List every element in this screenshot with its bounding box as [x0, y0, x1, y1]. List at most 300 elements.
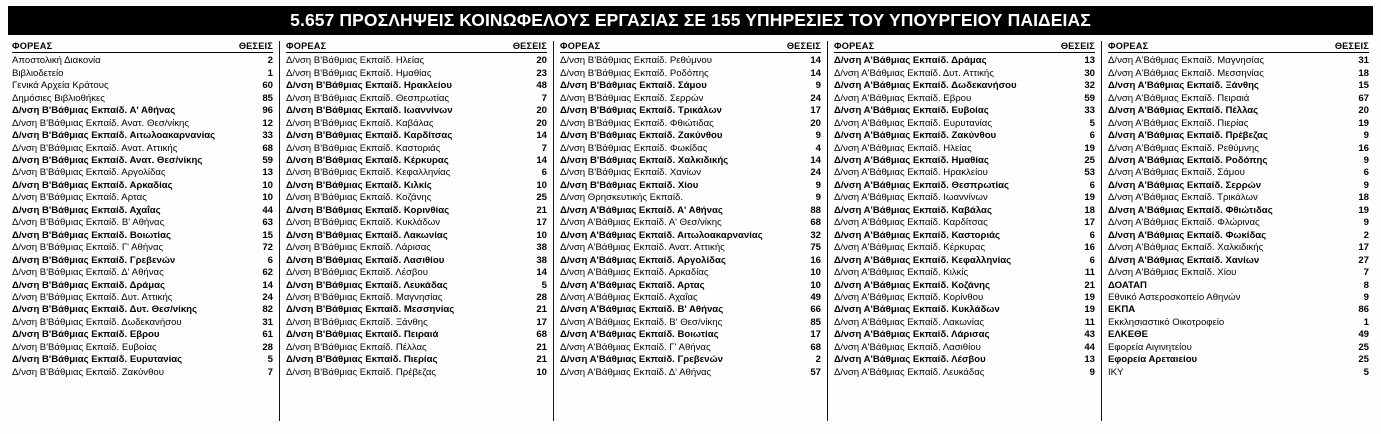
row-label: Δ/νση Β'Βάθμιας Εκπαίδ. Ξάνθης	[286, 316, 428, 328]
table-row	[12, 230, 273, 242]
row-value: 38	[536, 242, 547, 254]
row-label: Δ/νση Β'Βάθμιας Εκπαίδ. Καρδίτσας	[286, 130, 453, 142]
column-header	[834, 41, 1095, 53]
row-value: 68	[810, 341, 821, 353]
table-column-1	[6, 41, 280, 421]
row-label: Δ/νση Α'Βάθμιας Εκπαίδ. Κυκλάδων	[834, 304, 1000, 316]
table-row	[12, 292, 273, 304]
table-row	[1108, 205, 1369, 217]
row-value: 14	[536, 155, 547, 166]
table-row	[1108, 180, 1369, 192]
row-value: 86	[1358, 304, 1369, 316]
row-value: 96	[262, 105, 273, 117]
table-row	[1108, 354, 1369, 366]
row-label: Δ/νση Α'Βάθμιας Εκπαίδ. Πρέβεζας	[1108, 130, 1268, 142]
table-column-4	[828, 41, 1102, 421]
table-row	[1108, 155, 1369, 167]
row-label: Δ/νση Α'Βάθμιας Εκπαίδ. Α' Αθήνας	[560, 204, 723, 216]
row-value: 44	[262, 204, 273, 216]
table-row	[12, 55, 273, 67]
row-value: 5	[1363, 366, 1369, 378]
table-row	[286, 267, 547, 279]
row-value: 18	[1084, 204, 1095, 216]
row-label: Δ/νση Α'Βάθμιας Εκπαίδ. Ιωαννίνων	[834, 192, 988, 204]
row-label: Δ/νση Α'Βάθμιας Εκπαίδ. Ηρακλείου	[834, 167, 988, 179]
row-value: 75	[810, 242, 821, 254]
table-row	[560, 217, 821, 229]
row-label: Δ/νση Α'Βάθμιας Εκπαίδ. Κέρκυρας	[834, 242, 986, 254]
row-value: 44	[1084, 341, 1095, 353]
row-label: Δ/νση Α'Βάθμιας Εκπαίδ. Β' Θεσ/νίκης	[560, 316, 723, 328]
table-row	[286, 143, 547, 155]
row-label: ΕΛΚΕΘΕ	[1108, 329, 1148, 341]
row-value: 25	[1084, 155, 1095, 166]
row-value: 20	[536, 55, 547, 67]
row-value: 19	[1084, 142, 1095, 154]
row-label: Δ/νση Α'Βάθμιας Εκπαίδ. Γ' Αθήνας	[560, 341, 711, 353]
row-label: Δ/νση Β'Βάθμιας Εκπαίδ. Κοζάνης	[286, 192, 432, 204]
table-row	[1108, 280, 1369, 292]
table-row	[834, 304, 1095, 316]
row-label: Δ/νση Α'Βάθμιας Εκπαίδ. Λακωνίας	[834, 316, 984, 328]
row-label: Δ/νση Β'Βάθμιας Εκπαίδ. Ανατ. Θεσ/νίκης	[12, 155, 203, 166]
table-row	[1108, 192, 1369, 204]
row-value: 19	[1358, 117, 1369, 129]
table-row	[12, 255, 273, 267]
row-value: 8	[1363, 279, 1369, 291]
table-row	[560, 192, 821, 204]
row-label: Εφορεία Αιγινητείου	[1108, 341, 1192, 353]
row-label: Εθνικό Αστεροσκοπείο Αθηνών	[1108, 291, 1241, 303]
table-row	[1108, 55, 1369, 67]
row-value: 14	[810, 67, 821, 79]
table-row	[834, 342, 1095, 354]
table-row	[1108, 217, 1369, 229]
column-header-value: ΘΕΣΕΙΣ	[1334, 41, 1369, 52]
row-label: Δ/νση Α'Βάθμιας Εκπαίδ. Δυτ. Αττικής	[834, 67, 994, 79]
table-row	[12, 342, 273, 354]
row-value: 21	[536, 341, 547, 353]
table-row	[1108, 367, 1369, 379]
row-value: 9	[815, 80, 821, 92]
row-value: 9	[815, 192, 821, 204]
row-value: 48	[536, 80, 547, 92]
table-row	[560, 80, 821, 92]
table-row	[286, 130, 547, 142]
row-value: 85	[262, 92, 273, 104]
row-value: 21	[536, 204, 547, 216]
table-row	[834, 55, 1095, 67]
table-row	[1108, 93, 1369, 105]
row-value: 6	[1089, 229, 1095, 241]
table-row	[834, 93, 1095, 105]
table-row	[286, 192, 547, 204]
row-label: Δ/νση Α'Βάθμιας Εκπαίδ. Δράμας	[834, 55, 987, 67]
row-value: 59	[1084, 92, 1095, 104]
table-row	[560, 180, 821, 192]
row-value: 2	[267, 55, 273, 67]
row-label: Δ/νση Β'Βάθμιας Εκπαίδ. Θεσπρωτίας	[286, 92, 450, 104]
row-label: Δ/νση Β'Βάθμιας Εκπαίδ. Φθιώτιδας	[560, 117, 714, 129]
row-value: 6	[1363, 167, 1369, 179]
row-value: 25	[1358, 354, 1369, 366]
row-label: Δ/νση Β'Βάθμιας Εκπαίδ. Πειραιά	[286, 329, 439, 341]
table-row	[286, 230, 547, 242]
row-value: 21	[536, 354, 547, 366]
row-value: 17	[1358, 242, 1369, 254]
table-row	[1108, 167, 1369, 179]
row-label: Δ/νση Β'Βάθμιας Εκπαίδ. Ρεθύμνου	[560, 55, 712, 67]
row-value: 25	[536, 192, 547, 204]
row-value: 9	[1363, 217, 1369, 229]
row-label: Δ/νση Α'Βάθμιας Εκπαίδ. Α' Θεσ/νίκης	[560, 217, 722, 229]
row-value: 62	[262, 267, 273, 279]
table-row	[286, 342, 547, 354]
table-row	[12, 155, 273, 167]
table-row	[12, 130, 273, 142]
table-row	[12, 267, 273, 279]
row-label: Δ/νση Α'Βάθμιας Εκπαίδ. Ζακύνθου	[834, 130, 997, 142]
table-row	[12, 143, 273, 155]
row-label: Δ/νση Β'Βάθμιας Εκπαίδ. Ανατ. Αττικής	[12, 142, 178, 154]
table-row	[560, 130, 821, 142]
table-row	[560, 93, 821, 105]
row-value: 38	[536, 254, 547, 266]
row-value: 9	[815, 179, 821, 191]
row-value: 6	[1089, 254, 1095, 266]
table-row	[560, 367, 821, 379]
row-value: 53	[1084, 167, 1095, 179]
row-value: 1	[1363, 316, 1369, 328]
row-value: 2	[1363, 229, 1369, 241]
row-label: Δ/νση Α'Βάθμιας Εκπαίδ. Χανίων	[1108, 254, 1260, 266]
table-row	[12, 354, 273, 366]
row-label: Δ/νση Α'Βάθμιας Εκπαίδ. Β' Αθήνας	[560, 304, 724, 316]
row-label: Δ/νση Α'Βάθμιας Εκπαίδ. Γρεβενών	[560, 354, 723, 366]
row-label: Δ/νση Β'Βάθμιας Εκπαίδ. Λάρισας	[286, 242, 431, 254]
table-row	[12, 304, 273, 316]
table-row	[286, 167, 547, 179]
table-row	[560, 205, 821, 217]
row-label: Δ/νση Β'Βάθμιας Εκπαίδ. Ευβοίας	[12, 341, 157, 353]
table-row	[834, 205, 1095, 217]
row-label: Δ/νση Β'Βάθμιας Εκπαίδ. Καστοριάς	[286, 142, 441, 154]
table-row	[12, 93, 273, 105]
row-value: 82	[262, 304, 273, 316]
row-label: Δ/νση Β'Βάθμιας Εκπαίδ. Λευκάδας	[286, 279, 448, 291]
row-label: Δ/νση Β'Βάθμιας Εκπαίδ. Ζακύνθου	[12, 366, 164, 378]
table-row	[12, 317, 273, 329]
row-label: Δ/νση Β'Βάθμιας Εκπαίδ. Γ' Αθήνας	[12, 242, 164, 254]
row-label: Δ/νση Α'Βάθμιας Εκπαίδ. Αιτωλοακαρνανίας	[560, 229, 763, 241]
table-row	[1108, 304, 1369, 316]
row-label: Δ/νση Α'Βάθμιας Εκπαίδ. Σάμου	[1108, 167, 1245, 179]
row-value: 68	[536, 329, 547, 341]
table-row	[560, 242, 821, 254]
column-header-label: ΦΟΡΕΑΣ	[560, 41, 601, 52]
table-row	[834, 230, 1095, 242]
table-row	[286, 217, 547, 229]
table-row	[560, 342, 821, 354]
row-value: 19	[1084, 291, 1095, 303]
row-value: 12	[262, 117, 273, 129]
row-value: 31	[262, 316, 273, 328]
column-header-value: ΘΕΣΕΙΣ	[1060, 41, 1095, 52]
row-label: Δ/νση Β'Βάθμιας Εκπαίδ. Καβάλας	[286, 117, 434, 129]
row-label: Δ/νση Α'Βάθμιας Εκπαίδ. Καρδίτσας	[834, 217, 988, 229]
row-label: Δ/νση Β'Βάθμιας Εκπαίδ. Πέλλας	[286, 341, 427, 353]
row-label: Δ/νση Β'Βάθμιας Εκπαίδ. Πιερίας	[286, 354, 438, 366]
row-label: Δ/νση Α'Βάθμιας Εκπαίδ. Ημαθίας	[834, 155, 989, 166]
row-label: Δ/νση Α'Βάθμιας Εκπαίδ. Αργολίδας	[560, 254, 726, 266]
row-label: Δ/νση Α'Βάθμιας Εκπαίδ. Τρικάλων	[1108, 192, 1258, 204]
table-row	[1108, 329, 1369, 341]
table-row	[286, 255, 547, 267]
row-label: Δ/νση Α'Βάθμιας Εκπαίδ. Καστοριάς	[834, 229, 1001, 241]
table-row	[286, 205, 547, 217]
row-value: 49	[1358, 329, 1369, 341]
row-label: Δ/νση Β'Βάθμιας Εκπαίδ. Μεσσηνίας	[286, 304, 455, 316]
row-value: 85	[810, 316, 821, 328]
table-column-5	[1102, 41, 1375, 421]
row-value: 15	[262, 229, 273, 241]
table-row	[1108, 242, 1369, 254]
row-value: 28	[262, 341, 273, 353]
row-value: 32	[1084, 80, 1095, 92]
table-row	[560, 167, 821, 179]
row-value: 19	[1084, 192, 1095, 204]
row-value: 27	[1358, 254, 1369, 266]
table-row	[12, 217, 273, 229]
table-row	[560, 304, 821, 316]
row-label: Δ/νση Β'Βάθμιας Εκπαίδ. Δράμας	[12, 279, 165, 291]
column-header	[560, 41, 821, 53]
row-label: Δ/νση Β'Βάθμιας Εκπαίδ. Αχαΐας	[12, 204, 161, 216]
row-value: 32	[810, 229, 821, 241]
page-title: 5.657 ΠΡΟΣΛΗΨΕΙΣ ΚΟΙΝΩΦΕΛΟΥΣ ΕΡΓΑΣΙΑΣ ΣΕ 155 ΥΠΗΡΕΣΙΕΣ ΤΟΥ ΥΠΟΥΡΓΕΙΟΥ ΠΑΙΔΕΙΑΣ	[8, 6, 1373, 35]
row-label: Δ/νση Β'Βάθμιας Εκπαίδ. Χίου	[560, 179, 699, 191]
row-label: Δ/νση Α'Βάθμιας Εκπαίδ. Φωκίδας	[1108, 229, 1267, 241]
row-label: Δ/νση Β'Βάθμιας Εκπαίδ. Χανίων	[560, 167, 701, 179]
row-label: Δ/νση Α'Βάθμιας Εκπαίδ. Θεσπρωτίας	[834, 179, 1010, 191]
table-row	[834, 80, 1095, 92]
table-row	[834, 180, 1095, 192]
row-label: Εκκλησιαστικό Οικοτροφείο	[1108, 316, 1225, 328]
row-value: 19	[1358, 204, 1369, 216]
table-row	[834, 167, 1095, 179]
table-row	[560, 68, 821, 80]
row-value: 16	[1084, 242, 1095, 254]
table-row	[1108, 230, 1369, 242]
row-label: Δ/νση Α'Βάθμιας Εκπαίδ. Λέσβου	[834, 354, 986, 366]
row-value: 57	[810, 366, 821, 378]
row-value: 23	[536, 67, 547, 79]
row-value: 17	[810, 105, 821, 117]
column-header-label: ΦΟΡΕΑΣ	[12, 41, 53, 52]
row-label: Δ/νση Β'Βάθμιας Εκπαίδ. Λέσβου	[286, 267, 429, 279]
column-header	[1108, 41, 1369, 53]
row-label: Δ/νση Α'Βάθμιας Εκπαίδ. Χαλκιδικής	[1108, 242, 1264, 254]
row-label: Δ/νση Β'Βάθμιας Εκπαίδ. Γρεβενών	[12, 254, 176, 266]
row-value: 13	[262, 167, 273, 179]
row-label: Δ/νση Β'Βάθμιας Εκπαίδ. Αρκαδίας	[12, 179, 173, 191]
table-row	[286, 118, 547, 130]
table-row	[12, 329, 273, 341]
row-value: 14	[262, 279, 273, 291]
row-label: Δ/νση Β'Βάθμιας Εκπαίδ. Βοιωτίας	[12, 229, 171, 241]
row-label: Γενικά Αρχεία Κράτους	[12, 80, 109, 92]
table-column-3	[554, 41, 828, 421]
row-label: Δ/νση Β'Βάθμιας Εκπαίδ. Κορινθίας	[286, 204, 450, 216]
row-value: 14	[536, 267, 547, 279]
row-value: 10	[536, 366, 547, 378]
table-row	[560, 143, 821, 155]
row-value: 10	[262, 179, 273, 191]
row-label: Δ/νση Α'Βάθμιας Εκπαίδ. Φθιώτιδας	[1108, 204, 1273, 216]
row-label: Δ/νση Β'Βάθμιας Εκπαίδ. Ζακύνθου	[560, 130, 723, 142]
row-label: Δ/νση Β'Βάθμιας Εκπαίδ. Κέρκυρας	[286, 155, 449, 166]
table-row	[560, 280, 821, 292]
table-row	[12, 367, 273, 379]
row-label: Δ/νση Β'Βάθμιας Εκπαίδ. Λακωνίας	[286, 229, 448, 241]
row-label: Δ/νση Β'Βάθμιας Εκπαίδ. Μαγνησίας	[286, 291, 443, 303]
row-label: Δ/νση Β'Βάθμιας Εκπαίδ. Ημαθίας	[286, 67, 432, 79]
table-row	[1108, 292, 1369, 304]
row-label: Αποστολική Διακονία	[12, 55, 101, 67]
row-label: Δημόσιες Βιβλιοθήκες	[12, 92, 105, 104]
table-row	[560, 329, 821, 341]
row-value: 9	[1363, 291, 1369, 303]
row-value: 5	[541, 279, 547, 291]
row-value: 61	[262, 329, 273, 341]
row-value: 18	[1358, 192, 1369, 204]
table-row	[12, 167, 273, 179]
column-header-label: ΦΟΡΕΑΣ	[834, 41, 875, 52]
table-row	[286, 329, 547, 341]
row-label: Δ/νση Β'Βάθμιας Εκπαίδ. Δ' Αθήνας	[12, 267, 164, 279]
row-value: 88	[810, 204, 821, 216]
table-row	[12, 118, 273, 130]
row-value: 25	[1358, 341, 1369, 353]
table-row	[834, 105, 1095, 117]
row-value: 2	[815, 354, 821, 366]
row-value: 10	[536, 179, 547, 191]
row-label: Δ/νση Β'Βάθμιας Εκπαίδ. Αιτωλοακαρνανίας	[12, 130, 216, 142]
row-label: Δ/νση Α'Βάθμιας Εκπαίδ. Ανατ. Αττικής	[560, 242, 725, 254]
row-value: 72	[262, 242, 273, 254]
row-label: Δ/νση Α'Βάθμιας Εκπαίδ. Εβρου	[834, 92, 972, 104]
table-row	[286, 80, 547, 92]
row-value: 43	[1084, 329, 1095, 341]
row-value: 6	[541, 167, 547, 179]
row-value: 5	[1089, 117, 1095, 129]
row-label: Δ/νση Α'Βάθμιας Εκπαίδ. Κεφαλληνίας	[834, 254, 1012, 266]
row-label: Δ/νση Α'Βάθμιας Εκπαίδ. Δωδεκανήσου	[834, 80, 1017, 92]
row-value: 7	[541, 142, 547, 154]
row-label: Δ/νση Β'Βάθμιας Εκπαίδ. Κεφαλληνίας	[286, 167, 451, 179]
table-row	[286, 317, 547, 329]
row-label: Δ/νση Β'Βάθμιας Εκπαίδ. Ηλείας	[286, 55, 425, 67]
table-row	[834, 329, 1095, 341]
table-row	[12, 105, 273, 117]
row-value: 10	[536, 229, 547, 241]
row-label: Δ/νση Α'Βάθμιας Εκπαίδ. Ροδόπης	[1108, 155, 1268, 166]
table-row	[1108, 342, 1369, 354]
row-value: 6	[267, 254, 273, 266]
table-row	[286, 105, 547, 117]
row-label: Δ/νση Β'Βάθμιας Εκπαίδ. Β' Αθήνας	[12, 217, 165, 229]
row-label: Δ/νση Α'Βάθμιας Εκπαίδ. Ρεθύμνης	[1108, 142, 1259, 154]
row-value: 10	[810, 279, 821, 291]
table-row	[560, 354, 821, 366]
table-row	[834, 68, 1095, 80]
row-label: Εφορεία Αρεταιείου	[1108, 354, 1198, 366]
table-row	[286, 155, 547, 167]
table-row	[12, 80, 273, 92]
row-label: Δ/νση Β'Βάθμιας Εκπαίδ. Κυκλάδων	[286, 217, 441, 229]
table-row	[1108, 143, 1369, 155]
table-row	[286, 93, 547, 105]
row-value: 7	[541, 92, 547, 104]
table-row	[286, 292, 547, 304]
table-row	[560, 267, 821, 279]
row-value: 33	[262, 130, 273, 142]
row-label: Δ/νση Θρησκευτικής Εκπαίδ.	[560, 192, 683, 204]
row-value: 17	[536, 217, 547, 229]
row-label: Δ/νση Β'Βάθμιας Εκπαίδ. Λασιθίου	[286, 254, 445, 266]
row-label: Δ/νση Α'Βάθμιας Εκπαίδ. Λασιθίου	[834, 341, 981, 353]
row-label: Δ/νση Β'Βάθμιας Εκπαίδ. Αργολίδας	[12, 167, 166, 179]
row-label: Δ/νση Β'Βάθμιας Εκπαίδ. Αρτας	[12, 192, 147, 204]
row-label: Δ/νση Α'Βάθμιας Εκπαίδ. Αχαΐας	[560, 291, 698, 303]
table-row	[834, 118, 1095, 130]
row-label: Δ/νση Β'Βάθμιας Εκπαίδ. Χαλκιδικής	[560, 155, 729, 166]
row-label: Δ/νση Α'Βάθμιας Εκπαίδ. Ξάνθης	[1108, 80, 1259, 92]
row-label: Δ/νση Β'Βάθμιας Εκπαίδ. Τρικάλων	[560, 105, 722, 117]
row-value: 10	[262, 192, 273, 204]
row-label: Δ/νση Α'Βάθμιας Εκπαίδ. Ηλείας	[834, 142, 972, 154]
table-row	[1108, 80, 1369, 92]
row-label: Δ/νση Α'Βάθμιας Εκπαίδ. Κορίνθου	[834, 291, 984, 303]
row-value: 11	[1084, 316, 1095, 328]
table-row	[834, 267, 1095, 279]
row-value: 16	[810, 254, 821, 266]
row-label: Δ/νση Α'Βάθμιας Εκπαίδ. Καβάλας	[834, 204, 992, 216]
table-row	[286, 68, 547, 80]
table-row	[286, 304, 547, 316]
table-row	[1108, 255, 1369, 267]
row-value: 68	[810, 217, 821, 229]
row-value: 24	[262, 291, 273, 303]
row-value: 10	[810, 267, 821, 279]
column-header	[286, 41, 547, 53]
row-value: 14	[536, 130, 547, 142]
row-label: Βιβλιοδετείο	[12, 67, 64, 79]
column-header	[12, 41, 273, 53]
table-row	[834, 317, 1095, 329]
row-label: Δ/νση Β'Βάθμιας Εκπαίδ. Πρέβεζας	[286, 366, 437, 378]
row-label: Δ/νση Α'Βάθμιας Εκπαίδ. Μεσσηνίας	[1108, 67, 1264, 79]
table-row	[286, 242, 547, 254]
row-label: Δ/νση Α'Βάθμιας Εκπαίδ. Ευρυτανίας	[834, 117, 992, 129]
table-column-2	[280, 41, 554, 421]
row-value: 13	[1084, 55, 1095, 67]
column-header-label: ΦΟΡΕΑΣ	[1108, 41, 1149, 52]
row-label: Δ/νση Β'Βάθμιας Εκπαίδ. Σάμου	[560, 80, 707, 92]
row-value: 28	[536, 291, 547, 303]
row-label: Δ/νση Β'Βάθμιας Εκπαίδ. Κιλκίς	[286, 179, 432, 191]
table-row	[286, 280, 547, 292]
